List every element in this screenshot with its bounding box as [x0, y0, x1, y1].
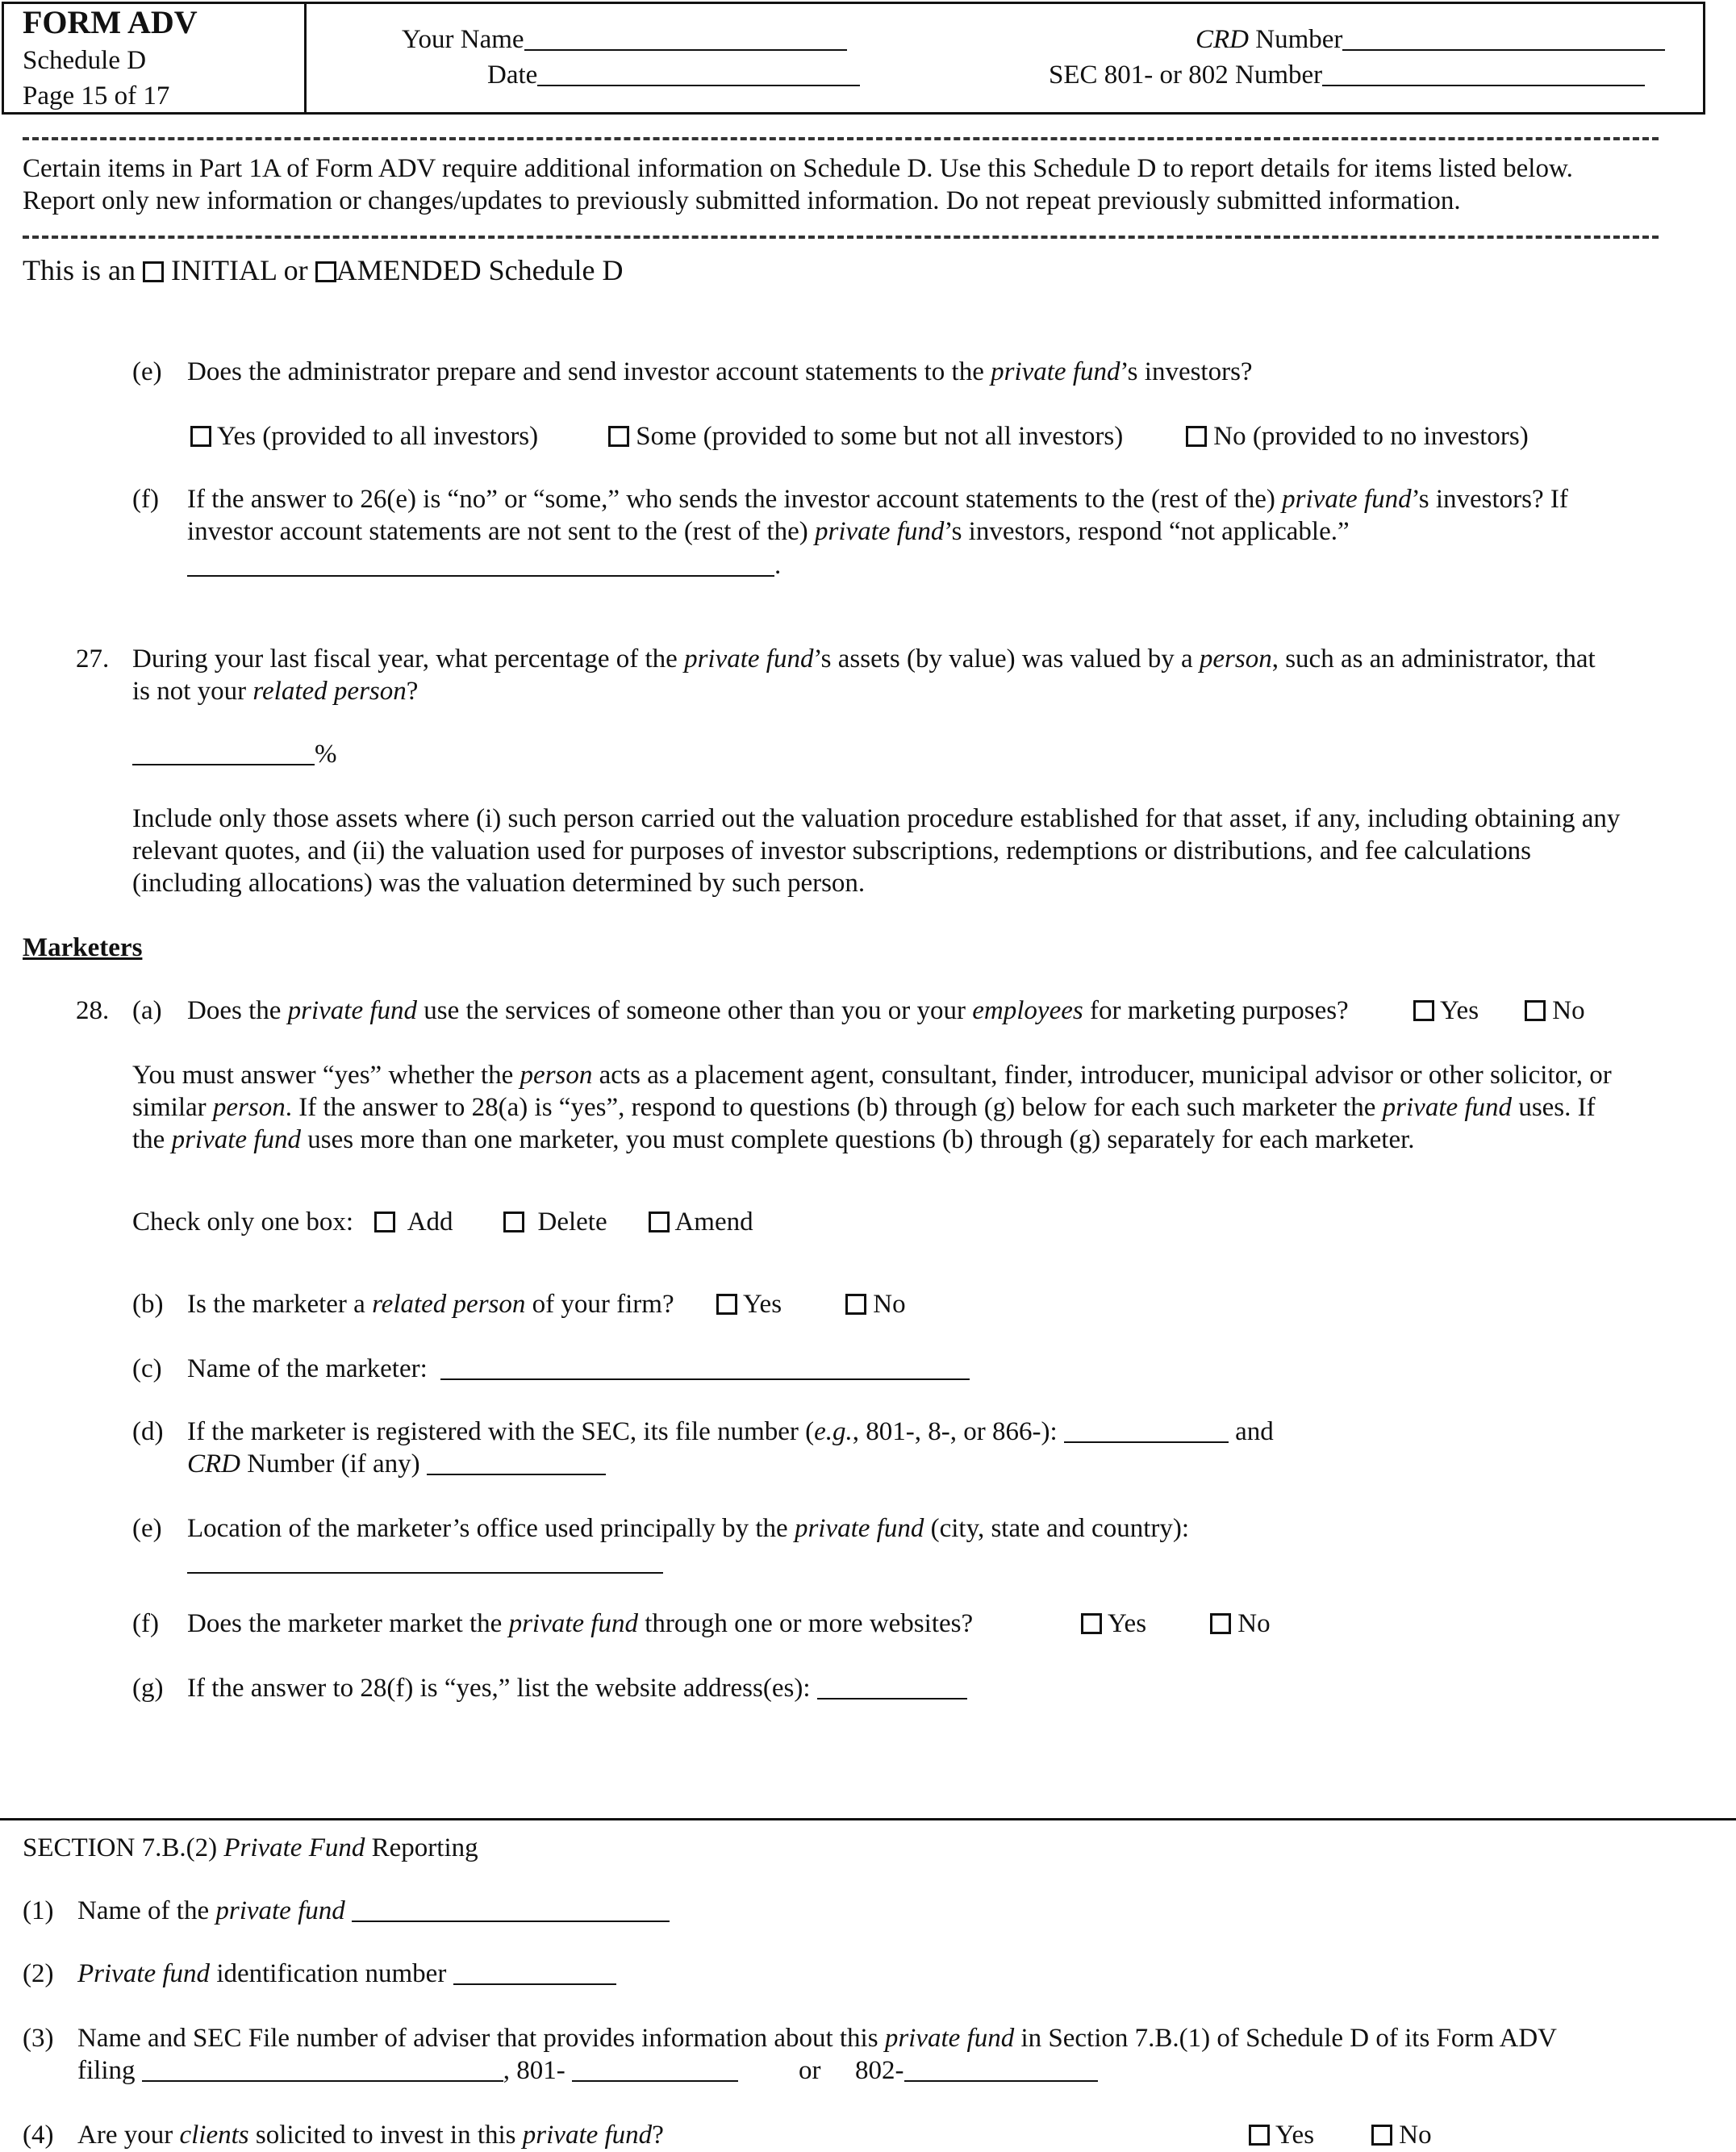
q26f-answer-line[interactable]	[187, 553, 774, 577]
schedule-label: Schedule D	[23, 46, 147, 75]
item-3-filing-label: filing	[77, 2056, 136, 2085]
q28b-no-label: No	[873, 1290, 906, 1319]
q26f-period: .	[774, 551, 782, 580]
q26e-letter: (e)	[132, 357, 162, 386]
amended-checkbox[interactable]	[315, 261, 336, 282]
q28f-yes-option[interactable]	[1081, 1608, 1146, 1641]
item-1-line[interactable]	[352, 1898, 670, 1922]
q27-note-3: (including allocations) was the valuation determined by such person.	[132, 869, 866, 898]
q28-para-line-1	[132, 1060, 1612, 1092]
q28b-no-option[interactable]	[845, 1289, 906, 1321]
q28-p2-italic-2: private fund	[1382, 1093, 1513, 1122]
q28-p2-end: uses. If	[1512, 1093, 1596, 1122]
q28d-eg: e.g.	[814, 1417, 853, 1446]
q27-l1-person: person	[1199, 644, 1272, 674]
section-title-end: Reporting	[365, 1833, 478, 1862]
crd-label: Number	[1249, 25, 1343, 54]
q26f-line-2	[187, 516, 1350, 548]
item-4-yes-option[interactable]	[1249, 2120, 1314, 2152]
q28f-no-option[interactable]	[1210, 1608, 1271, 1641]
your-name-field[interactable]	[402, 24, 847, 56]
q26f-letter: (f)	[132, 485, 159, 514]
q28c-line[interactable]	[440, 1356, 970, 1380]
q26e-no-checkbox[interactable]	[1186, 426, 1207, 447]
crd-label-italic: CRD	[1196, 25, 1249, 54]
marketers-heading: Marketers	[23, 933, 143, 962]
check-one-row	[132, 1207, 353, 1239]
q28d-text: If the marketer is registered with the SEC, its file number (	[187, 1417, 815, 1446]
q27-l1-italic: private fund	[684, 644, 814, 674]
q28a-letter: (a)	[132, 996, 162, 1025]
q28f-no-label: No	[1237, 1609, 1271, 1638]
q26f-l1-end: ’s investors? If	[1411, 485, 1568, 514]
q26f-answer[interactable]	[187, 550, 781, 582]
q28f-letter: (f)	[132, 1609, 159, 1638]
q26f-l2-italic: private fund	[815, 517, 945, 546]
sec-label: SEC 801- or 802 Number	[1049, 60, 1323, 90]
amend-option[interactable]	[649, 1207, 753, 1239]
q28d-letter: (d)	[132, 1417, 164, 1446]
q28b-no-checkbox[interactable]	[845, 1294, 866, 1315]
item-4-end: ?	[652, 2121, 664, 2150]
q28d-crd-label: Number (if any)	[240, 1449, 420, 1478]
section-title	[23, 1833, 478, 1865]
q28e-text: Location of the marketer’s office used principally by the	[187, 1514, 795, 1543]
q26e-text-end: ’s investors?	[1120, 357, 1253, 386]
q28a-end: for marketing purposes?	[1083, 996, 1349, 1025]
q28b-end: of your firm?	[525, 1290, 674, 1319]
q27-note-2: relevant quotes, and (ii) the valuation used for purposes of investor subscriptions, redemptions or distributions, and fee calculations	[132, 836, 1531, 865]
delete-checkbox[interactable]	[503, 1212, 524, 1232]
intro-line-1: Certain items in Part 1A of Form ADV require additional information on Schedule D. Use this Schedule D to report details for items listed below.	[23, 154, 1573, 183]
q28b-yes-option[interactable]	[716, 1289, 782, 1321]
q26e-yes-label: Yes (provided to all investors)	[217, 422, 539, 451]
your-name-label: Your Name	[402, 25, 524, 54]
item-3-number: (3)	[23, 2024, 54, 2053]
q26e-question	[187, 357, 1253, 389]
q26f-l2-text: investor account statements are not sent to the (rest of the)	[187, 517, 815, 546]
q28d-and: and	[1235, 1417, 1274, 1446]
q28f-end: through one or more websites?	[637, 1609, 974, 1638]
q28d-file-number-line[interactable]	[1064, 1419, 1229, 1443]
item-4-text: Are your	[77, 2121, 180, 2150]
q28-p2-mid: . If the answer to 28(a) is “yes”, respond to questions (b) through (g) below for each such marketer the	[285, 1093, 1383, 1122]
q28c-letter: (c)	[132, 1354, 162, 1383]
item-3-line-2[interactable]	[77, 2055, 738, 2087]
q28d-text-end: , 801-, 8-, or 866-):	[852, 1417, 1058, 1446]
q28-p3-end: uses more than one marketer, you must complete questions (b) through (g) separately for each marketer.	[300, 1125, 1415, 1154]
q28d-line-2[interactable]	[187, 1449, 606, 1481]
q28e-end: (city, state and country):	[924, 1514, 1190, 1543]
item-1-italic: private fund	[215, 1896, 345, 1925]
q27-percent-sign: %	[315, 740, 337, 769]
item-3-802-label: 802-	[855, 2056, 904, 2085]
q28-p3-italic: private fund	[171, 1125, 301, 1154]
q28a-italic: private fund	[287, 996, 418, 1025]
add-checkbox[interactable]	[374, 1212, 395, 1232]
q28-p2-text: similar	[132, 1093, 213, 1122]
q28b-text: Is the marketer a	[187, 1290, 373, 1319]
q27-l1-end: , such as an administrator, that	[1271, 644, 1596, 674]
q27-l2-end: ?	[406, 677, 419, 706]
q28-number: 28.	[76, 996, 110, 1025]
q27-l1-mid: ’s assets (by value) was valued by a	[813, 644, 1200, 674]
q26e-yes-option[interactable]	[190, 421, 538, 453]
item-4-yes-label: Yes	[1275, 2121, 1315, 2150]
q28a-yes-option[interactable]	[1413, 995, 1479, 1028]
q28a-question	[187, 995, 1349, 1028]
q26f-l1-text: If the answer to 26(e) is “no” or “some,” who sends the investor account statements to the (rest of the)	[187, 485, 1283, 514]
q28-p1-end: acts as a placement agent, consultant, finder, introducer, municipal advisor or other solicitor, or	[592, 1061, 1612, 1090]
item-4-no-label: No	[1399, 2121, 1432, 2150]
q27-l2-text: is not your	[132, 677, 253, 706]
q28b-italic: related person	[372, 1290, 526, 1319]
form-title: FORM ADV	[23, 4, 198, 40]
q28-p1-italic: person	[520, 1061, 593, 1090]
q28g-letter: (g)	[132, 1674, 164, 1703]
q28-p1-text: You must answer “yes” whether the	[132, 1061, 520, 1090]
item-4-no-option[interactable]	[1371, 2120, 1432, 2152]
q28a-text: Does the	[187, 996, 288, 1025]
q28f-yes-checkbox[interactable]	[1081, 1613, 1102, 1634]
q28a-yes-label: Yes	[1440, 996, 1479, 1025]
q28f-italic: private fund	[508, 1609, 638, 1638]
q28f-yes-label: Yes	[1108, 1609, 1147, 1638]
q26f-l2-end: ’s investors, respond “not applicable.”	[944, 517, 1350, 546]
section-title-italic: Private Fund	[223, 1833, 365, 1862]
item-1-field[interactable]	[77, 1896, 670, 1928]
q28b-yes-label: Yes	[743, 1290, 782, 1319]
amend-label: Amend	[674, 1207, 753, 1237]
q26f-l1-italic: private fund	[1282, 485, 1412, 514]
item-3-802-field[interactable]	[855, 2055, 1098, 2087]
q28e-italic: private fund	[794, 1514, 924, 1543]
q28e-answer[interactable]	[187, 1547, 663, 1579]
intro-line-2: Report only new information or changes/updates to previously submitted information. Do not repeat previously submitted information.	[23, 186, 1461, 215]
section-title-text: SECTION 7.B.(2)	[23, 1833, 224, 1862]
q28a-no-checkbox[interactable]	[1525, 1000, 1546, 1021]
q27-line-1	[132, 644, 1596, 676]
q28b-question	[187, 1289, 674, 1321]
q27-percent-field[interactable]	[132, 739, 337, 771]
amend-checkbox[interactable]	[649, 1212, 670, 1232]
q26e-yes-checkbox[interactable]	[190, 426, 211, 447]
q27-line-2	[132, 676, 418, 708]
q27-l2-italic: related person	[252, 677, 407, 706]
item-2-number: (2)	[23, 1959, 54, 1988]
q26e-some-checkbox[interactable]	[608, 426, 629, 447]
date-line[interactable]	[537, 62, 860, 86]
q28e-question	[187, 1513, 1189, 1545]
item-1-label: Name of the	[77, 1896, 216, 1925]
initial-checkbox[interactable]	[143, 261, 164, 282]
crd-number-field[interactable]	[1196, 24, 1665, 56]
form-header	[2, 2, 1705, 115]
q28a-no-option[interactable]	[1525, 995, 1585, 1028]
q26f-line-1	[187, 484, 1568, 516]
add-label: Add	[407, 1207, 453, 1237]
q26e-italic: private fund	[991, 357, 1120, 386]
amended-label: AMENDED Schedule D	[336, 254, 624, 286]
schedule-type-row	[23, 253, 624, 288]
item-1-number: (1)	[23, 1896, 54, 1925]
q28a-yes-checkbox[interactable]	[1413, 1000, 1434, 1021]
q26e-some-label: Some (provided to some but not all investors)	[636, 422, 1124, 451]
add-option[interactable]	[374, 1207, 453, 1239]
item-4-question	[77, 2120, 664, 2152]
q28b-letter: (b)	[132, 1290, 164, 1319]
q28e-letter: (e)	[132, 1514, 162, 1543]
q28f-text: Does the marketer market the	[187, 1609, 509, 1638]
q28-para-line-3	[132, 1124, 1415, 1157]
q26e-text: Does the administrator prepare and send investor account statements to the	[187, 357, 991, 386]
q28e-line[interactable]	[187, 1549, 663, 1574]
item-2-italic: Private fund	[77, 1959, 211, 1988]
q28c-field[interactable]	[187, 1353, 970, 1386]
q27-l1-text: During your last fiscal year, what percentage of the	[132, 644, 685, 674]
q28b-yes-checkbox[interactable]	[716, 1294, 737, 1315]
q28g-label: If the answer to 28(f) is “yes,” list the website address(es):	[187, 1674, 811, 1703]
q28-p3-text: the	[132, 1125, 172, 1154]
item-3-italic: private fund	[884, 2024, 1015, 2053]
q27-number: 27.	[76, 644, 110, 674]
item-3-or: or	[799, 2056, 821, 2085]
q28d-line-1[interactable]	[187, 1416, 1274, 1449]
crd-line[interactable]	[1342, 27, 1665, 51]
q26e-no-option[interactable]	[1186, 421, 1529, 453]
q28f-no-checkbox[interactable]	[1210, 1613, 1231, 1634]
initial-label: INITIAL or	[171, 254, 308, 286]
q27-note-1: Include only those assets where (i) such person carried out the valuation procedure established for that asset, if any, including obtaining any	[132, 804, 1621, 833]
item-2-label: identification number	[210, 1959, 447, 1988]
item-3-line-1	[77, 2023, 1557, 2055]
item-3-802-line[interactable]	[904, 2058, 1098, 2082]
q28d-crd-italic: CRD	[187, 1449, 240, 1478]
date-field[interactable]	[487, 60, 860, 92]
q28f-question	[187, 1608, 973, 1641]
q28a-no-label: No	[1552, 996, 1585, 1025]
q27-percent-line[interactable]	[132, 741, 315, 765]
item-3-801-line[interactable]	[572, 2058, 738, 2082]
section-divider	[0, 1818, 1736, 1820]
delete-option[interactable]	[503, 1207, 607, 1239]
q28-p2-italic: person	[212, 1093, 286, 1122]
item-4-no-checkbox[interactable]	[1371, 2125, 1392, 2146]
date-label: Date	[487, 60, 538, 90]
item-4-clients: clients	[179, 2121, 249, 2150]
item-4-yes-checkbox[interactable]	[1249, 2125, 1270, 2146]
item-2-line[interactable]	[453, 1961, 616, 1985]
q28g-field[interactable]	[187, 1673, 967, 1705]
item-3-adviser-line[interactable]	[142, 2058, 503, 2082]
sec-line[interactable]	[1322, 62, 1645, 86]
header-divider	[304, 4, 307, 112]
q26e-some-option[interactable]	[608, 421, 1123, 453]
check-one-label: Check only one box:	[132, 1207, 354, 1237]
q28g-line[interactable]	[817, 1675, 967, 1699]
item-3-end: in Section 7.B.(1) of Schedule D of its Form ADV	[1014, 2024, 1557, 2053]
your-name-line[interactable]	[524, 27, 847, 51]
item-3-801-label: , 801-	[503, 2056, 565, 2085]
q28a-employees: employees	[972, 996, 1083, 1025]
item-2-field[interactable]	[77, 1958, 616, 1991]
item-3-text: Name and SEC File number of adviser that provides information about this	[77, 2024, 885, 2053]
q28c-label: Name of the marketer:	[187, 1354, 428, 1383]
dashed-divider-bottom	[23, 236, 1659, 239]
item-4-italic: private fund	[522, 2121, 653, 2150]
dashed-divider-top	[23, 137, 1659, 140]
page-number: Page 15 of 17	[23, 81, 170, 111]
item-4-mid: solicited to invest in this	[248, 2121, 523, 2150]
sec-number-field[interactable]	[1049, 60, 1645, 92]
q26e-no-label: No (provided to no investors)	[1213, 422, 1529, 451]
q28-para-line-2	[132, 1092, 1596, 1124]
delete-label: Delete	[537, 1207, 607, 1237]
item-4-number: (4)	[23, 2121, 54, 2150]
this-is-an-label: This is an	[23, 254, 136, 286]
q28d-crd-line[interactable]	[427, 1451, 606, 1475]
q28a-mid: use the services of someone other than you or your	[417, 996, 973, 1025]
